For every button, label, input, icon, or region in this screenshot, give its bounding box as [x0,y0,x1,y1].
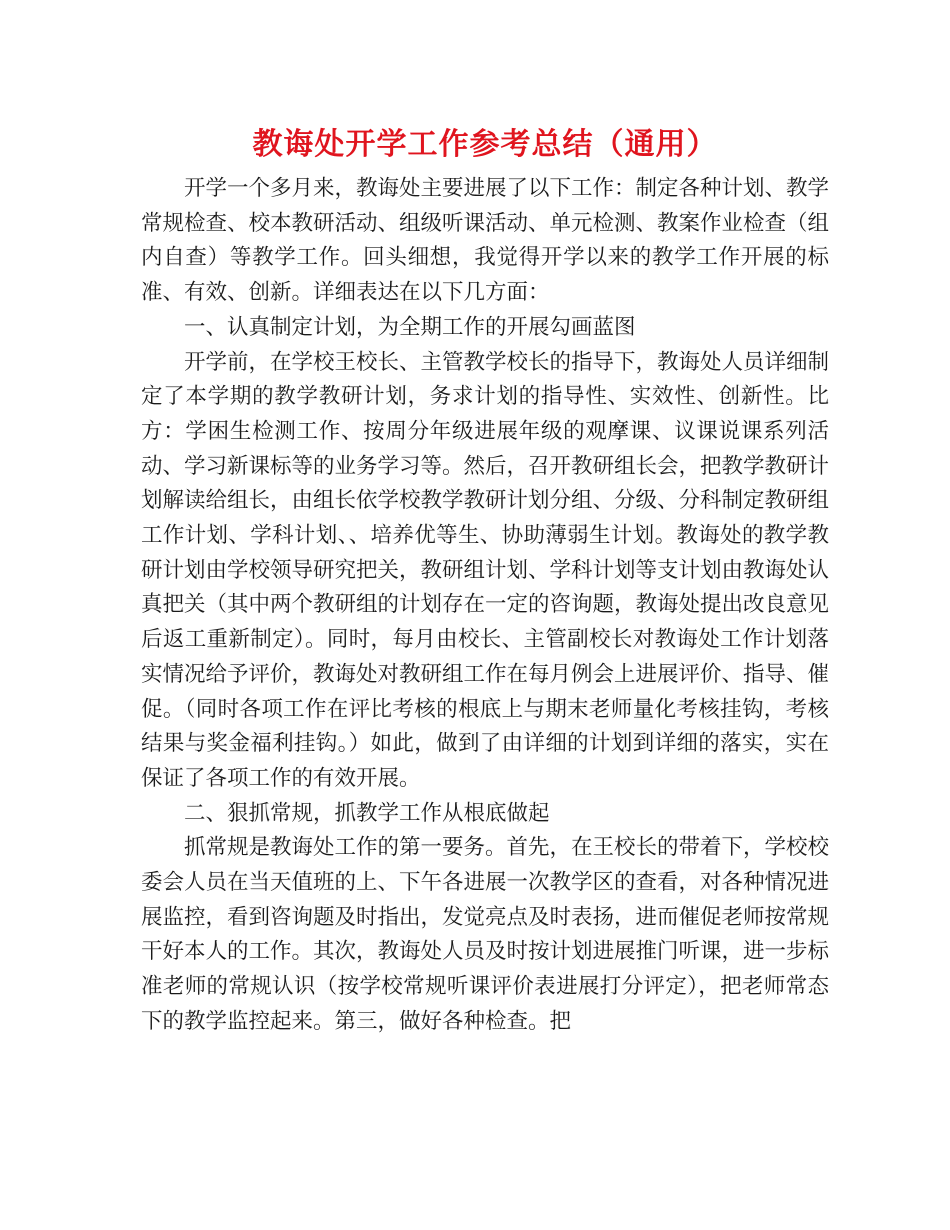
section-2-paragraph: 抓常规是教诲处工作的第一要务。首先，在王校长的带着下，学校校委会人员在当天值班的上、下午各进展一次教学区的查看，对各种情况进展监控，看到咨询题及时指出，发觉亮点及时表扬，进而催促老师按常规干好本人的工作。其次，教诲处人员及时按计划进展推门听课，进一步标准老师的常规认识（按学校常规听课评价表进展打分评定），把老师常态下的教学监控起来。第三，做好各种检查。把 [141,835,830,1034]
section-heading-2: 二、狠抓常规，抓教学工作从根底做起 [184,800,550,826]
intro-paragraph: 开学一个多月来，教诲处主要进展了以下工作：制定各种计划、教学常规检查、校本教研活动、组级听课活动、单元检测、教案作业检查（组内自查）等教学工作。回头细想，我觉得开学以来的教学工作开展的标准、有效、创新。详细表达在以下几方面： [141,176,830,306]
section-1-paragraph: 开学前，在学校王校长、主管教学校长的指导下，教诲处人员详细制定了本学期的教学教研计划，务求计划的指导性、实效性、创新性。比方：学困生检测工作、按周分年级进展年级的观摩课、议课说课系列活动、学习新课标等的业务学习等。然后，召开教研组长会，把教学教研计划解读给组长，由组长依学校教学教研计划分组、分级、分科制定教研组工作计划、学科计划、、培养优等生、协助薄弱生计划。教诲处的教学教研计划由学校领导研究把关，教研组计划、学科计划等支计划由教诲处认真把关（其中两个教研组的计划存在一定的咨询题，教诲处提出改良意见后返工重新制定）。同时，每月由校长、主管副校长对教诲处工作计划落实情况给予评价，教诲处对教研组工作在每月例会上进展评价、指导、催促。（同时各项工作在评比考核的根底上与期末老师量化考核挂钩，考核结果与奖金福利挂钩。）如此，做到了由详细的计划到详细的落实，实在保证了各项工作的有效开展。 [141,349,830,791]
document-title: 教诲处开学工作参考总结（通用） [252,127,718,162]
document-page [141,124,829,1040]
section-heading-1: 一、认真制定计划，为全期工作的开展勾画蓝图 [184,314,636,340]
